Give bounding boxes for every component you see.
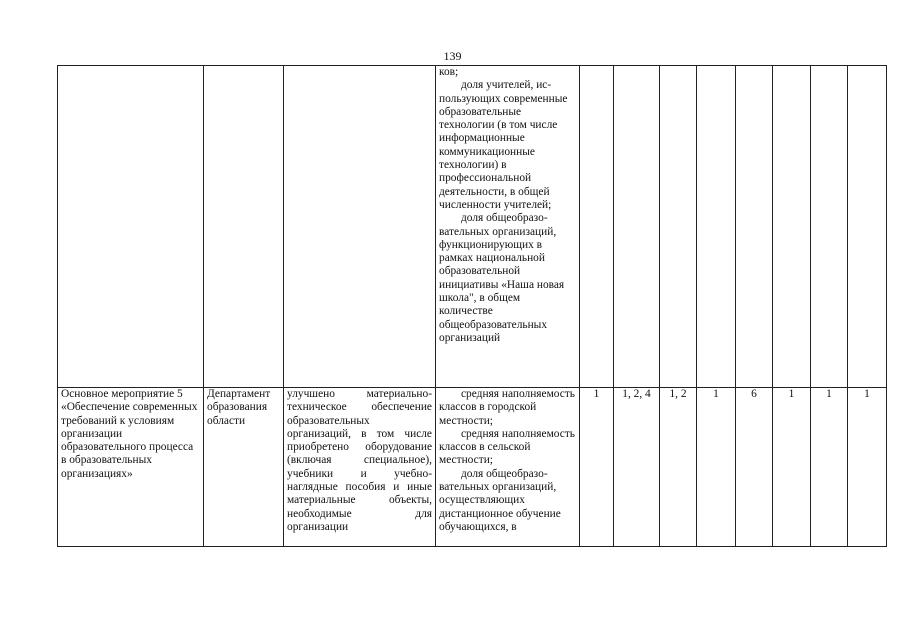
- indicators-cell: [436, 66, 580, 388]
- program-table: [57, 65, 887, 547]
- indicator-text: ков;: [439, 66, 459, 78]
- value-cell: [580, 66, 614, 388]
- event-cell: Основное мероприятие 5 «Обеспечение современных требований к условиям организации образовательного процесса в образовательных организациях»: [58, 388, 204, 547]
- page-number: 139: [443, 49, 462, 63]
- value-cell: [811, 66, 848, 388]
- value-cell: [736, 66, 773, 388]
- value-cell: 1, 2: [660, 388, 697, 547]
- value-cell: 1: [773, 388, 811, 547]
- table-row: [58, 66, 887, 388]
- indicator-text: доля общеобразовательных организаций, осуществляющих дистанционное обучение обучающихся, в: [439, 467, 561, 533]
- value-cell: 6: [736, 388, 773, 547]
- value-cell: [697, 66, 736, 388]
- value-cell: [614, 66, 660, 388]
- indicators-cell: [436, 388, 580, 547]
- table-row: [58, 388, 887, 547]
- value-cell: [660, 66, 697, 388]
- indicator-text: средняя наполняемость классов в городской местности;: [439, 388, 576, 427]
- executor-cell: [204, 66, 284, 388]
- value-cell: 1: [697, 388, 736, 547]
- indicator-text: средняя наполняемость классов в сельской местности;: [439, 427, 576, 467]
- value-cell: 1: [848, 388, 887, 547]
- value-cell: [848, 66, 887, 388]
- result-cell: [284, 66, 436, 388]
- result-cell: улучшено материально-техническое обеспечение образовательных организаций, в том числе приобретено оборудование (включая специальное), учебники и учебно-наглядные пособия и иные материальные объекты, необходимые для организации: [284, 388, 436, 547]
- value-cell: 1: [811, 388, 848, 547]
- value-cell: 1, 2, 4: [614, 388, 660, 547]
- indicator-text: доля учителей, использующих современные образовательные технологии (в том числе информационные коммуникационные технологии) в профессиональной деятельности, в общей численности учителей;: [439, 79, 568, 211]
- value-cell: 1: [580, 388, 614, 547]
- executor-cell: Департамент образования области: [204, 388, 284, 547]
- event-cell: [58, 66, 204, 388]
- value-cell: [773, 66, 811, 388]
- indicator-text: доля общеобразовательных организаций, функционирующих в рамках национальной образовательной инициативы «Наша новая школа", в общем количестве общеобразовательных организаций: [439, 212, 565, 344]
